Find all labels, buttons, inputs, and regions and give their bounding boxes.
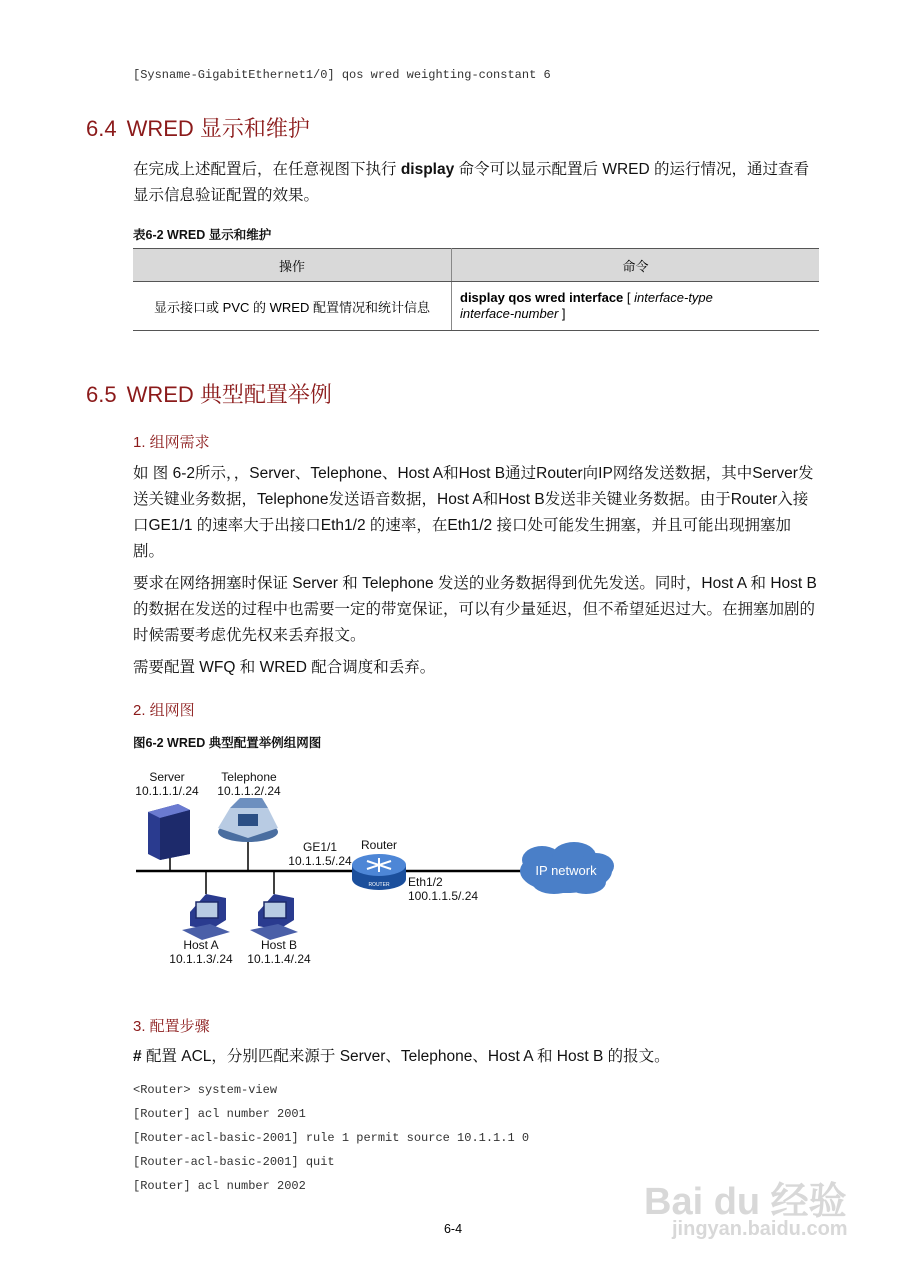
- page-number: 6-4: [443, 1222, 463, 1236]
- figure-caption: 图6-2 WRED 典型配置举例组网图: [133, 736, 322, 750]
- command-arg: interface-type: [634, 290, 713, 305]
- section-heading-6-4: [86, 112, 310, 143]
- interface-ip: 100.1.1.5/.24: [408, 889, 479, 903]
- eth-interface-label: [408, 875, 488, 903]
- table-header-row: [133, 249, 819, 282]
- code-line: [Router] acl number 2001: [133, 1107, 306, 1121]
- code-line: [Router-acl-basic-2001] quit: [133, 1155, 335, 1169]
- router-label: Router: [360, 838, 398, 852]
- device-ip: 10.1.1.3/.24: [169, 952, 233, 966]
- telephone-label: [214, 770, 284, 798]
- interface-name: GE1/1: [302, 840, 338, 854]
- baidu-watermark-url: jingyan.baidu.com: [672, 1218, 848, 1240]
- wred-display-table: [133, 248, 819, 331]
- interface-name: Eth1/2: [408, 875, 443, 889]
- router-icon: [352, 854, 406, 890]
- section-title: WRED 典型配置举例: [126, 382, 332, 407]
- paragraph-6-4: [133, 157, 819, 209]
- section-number: 6.5: [86, 382, 117, 407]
- subheading-steps: 3. 配置步骤: [133, 1018, 210, 1035]
- device-name: Host A: [183, 938, 219, 952]
- table-header-command: 命令: [452, 249, 820, 282]
- device-name: Server: [149, 770, 185, 784]
- section-title: WRED 显示和维护: [126, 116, 310, 141]
- ge-interface-label: [285, 840, 355, 868]
- paragraph-text: 在完成上述配置后，在任意视图下执行: [133, 161, 401, 178]
- table-header-operation: 操作: [133, 249, 452, 282]
- command-arg: interface-number: [460, 306, 559, 321]
- interface-ip: 10.1.1.5/.24: [288, 854, 352, 868]
- command-bracket: [: [623, 290, 635, 305]
- table-row: [133, 282, 819, 331]
- device-name: Host B: [260, 938, 297, 952]
- section-heading-6-5: [86, 378, 332, 409]
- subheading-diagram: 2. 组网图: [133, 702, 195, 719]
- inline-command: display: [400, 161, 455, 178]
- paragraph-text: 命令可以显示配置后 WRED 的运行情况，通过查看显示信息验证配置的效果。: [133, 161, 810, 204]
- command-bracket: ]: [558, 306, 566, 321]
- code-line: [Router] acl number 2002: [133, 1179, 306, 1193]
- code-line: [Router-acl-basic-2001] rule 1 permit source 10.1.1.1 0: [133, 1131, 530, 1145]
- device-ip: 10.1.1.4/.24: [247, 952, 311, 966]
- device-name: Telephone: [221, 770, 277, 784]
- subheading-requirements: 1. 组网需求: [133, 434, 210, 451]
- paragraph-requirements-3: 需要配置 WFQ 和 WRED 配合调度和丢弃。: [133, 659, 436, 676]
- section-number: 6.4: [86, 116, 117, 141]
- table-cell-command: [452, 282, 820, 331]
- paragraph-requirements-2: 要求在网络拥塞时保证 Server 和 Telephone 发送的业务数据得到优先发送。同时，Host A 和 Host B 的数据在发送的过程中也需要一定的带宽保证，可以有少量延迟，但不希望延迟过大。在拥塞加剧的时候需要考虑优先权来丢弃报文。: [133, 575, 817, 644]
- command-keyword: display qos wred interface: [460, 290, 624, 305]
- telephone-icon: [218, 798, 278, 842]
- router-badge: ROUTER: [368, 882, 390, 888]
- network-diagram: [130, 762, 630, 972]
- code-line: <Router> system-view: [133, 1083, 278, 1097]
- step-text: 配置 ACL，分别匹配来源于 Server、Telephone、Host A 和 Host B 的报文。: [141, 1048, 670, 1065]
- table-cell-operation: 显示接口或 PVC 的 WRED 配置情况和统计信息: [133, 282, 452, 331]
- device-ip: 10.1.1.2/.24: [217, 784, 281, 798]
- step-description: [133, 1044, 819, 1070]
- step-marker: #: [133, 1048, 142, 1065]
- server-icon: [148, 804, 190, 860]
- host-a-label: [166, 938, 236, 966]
- host-a-icon: [182, 894, 230, 940]
- code-line-top: [Sysname-GigabitEthernet1/0] qos wred weighting-constant 6: [133, 68, 551, 82]
- host-b-icon: [250, 894, 298, 940]
- baidu-watermark-logo: Bai du 经验: [644, 1181, 847, 1223]
- host-b-label: [242, 938, 316, 966]
- paragraph-requirements-1: 如 图 6-2所示，，Server、Telephone、Host A和Host B通过Router向IP网络发送数据，其中Server发送关键业务数据，Telephone发送语音数据，Host A和Host B发送非关键业务数据。由于Router入接口GE1/1 的速率大于出接口Eth1/2 的速率，在Eth1/2 接口处可能发生拥塞，并且可能出现拥塞加剧。: [133, 465, 814, 560]
- server-label: [132, 770, 202, 798]
- table-caption: 表6-2 WRED 显示和维护: [133, 228, 272, 242]
- cloud-label: IP network: [535, 863, 597, 878]
- device-ip: 10.1.1.1/.24: [135, 784, 199, 798]
